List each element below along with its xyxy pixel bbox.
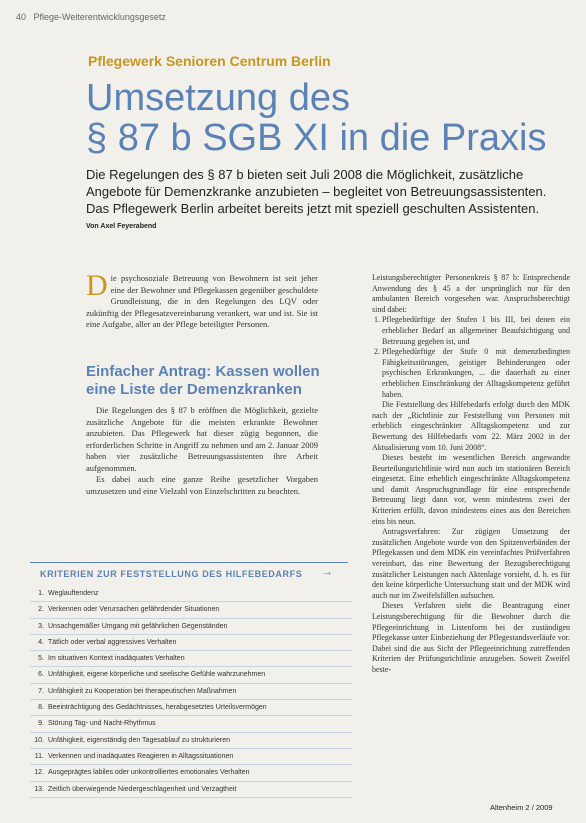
page-footer: Altenheim 2 / 2009 xyxy=(490,803,553,812)
section-name: Pflege-Weiterentwicklungsgesetz xyxy=(33,12,166,22)
criteria-item: 3. Unsachgemäßer Umgang mit gefährlichen Gegenständen xyxy=(30,619,352,635)
criteria-item: 2. Verkennen oder Verursachen gefährdender Situationen xyxy=(30,602,352,618)
right-column-body xyxy=(372,273,570,676)
criteria-item: 7. Unfähigkeit zu Kooperation bei therapeutischen Maßnahmen xyxy=(30,684,352,700)
criteria-item: 1. Weglauftendenz xyxy=(30,586,352,602)
left-paragraph: Es dabei auch eine ganze Reihe gesetzlicher Vorgaben umzusetzen und eine Vielzahl von Einzelschritten zu beachten. xyxy=(86,474,318,496)
title-line-2: § 87 b SGB XI in die Praxis xyxy=(86,117,547,159)
eligibility-item: 2. Pflegebedürftige der Stufe 0 mit demenzbedingten Fähigkeitsstörungen, geistiger Behinderungen oder psychischen Erkrankungen, ... die dauerhaft zu einer erheblichen Einschränkung der Alltagskompetenz geführt haben. xyxy=(382,347,570,400)
article-lead: Die Regelungen des § 87 b bieten seit Juli 2008 die Möglichkeit, zusätzliche Angebote für Demenzkranke anzubieten – begleitet von Betreuungsassistenten. Das Pflegewerk Berlin arbeitet bereits jetzt mit speziell geschulten Assistenten. xyxy=(86,167,547,216)
criteria-item: 12. Ausgeprägtes labiles oder unkontrolliertes emotionales Verhalten xyxy=(30,765,352,781)
criteria-item: 9. Störung Tag- und Nacht-Rhythmus xyxy=(30,716,352,732)
criteria-item: 13. Zeitlich überwiegende Niedergeschlagenheit und Verzagtheit xyxy=(30,782,352,798)
eligibility-list xyxy=(372,315,570,400)
eligibility-item: 1. Pflegebedürftige der Stufen I bis III, bei denen ein erheblicher Bedarf an allgemeiner Beaufsichtigung und Betreuung gegeben ist, und xyxy=(382,315,570,347)
criteria-item: 10. Unfähigkeit, eigenständig den Tagesablauf zu strukturieren xyxy=(30,733,352,749)
left-column-body xyxy=(86,405,318,497)
article-kicker: Pflegewerk Senioren Centrum Berlin xyxy=(88,53,331,69)
page-number: 40 xyxy=(16,12,27,22)
right-paragraph: Antragsverfahren: Zur zügigen Umsetzung der zusätzlichen Angebote wurde von den Spitzenverbänden der Pflegekassen und dem MDK ein vereinfachtes Prüfverfahren vereinbart, das eine Bewertung der Bezugsberechtigung zusätzlicher Leistungen nach Aktenlage vorsieht, d. h. es für den keine körperliche Untersuchung statt und der MDK wird auch nur im Zweifelsfällen aufsuchen. xyxy=(372,527,570,600)
title-line-1: Umsetzung des xyxy=(86,77,351,119)
criteria-item: 5. Im situativen Kontext inadäquates Verhalten xyxy=(30,651,352,667)
right-intro: Leistungsberechtigter Personenkreis § 87 b: Entsprechende Anwendung des § 45 a der ursprünglich nur für den ambulanten Bereich vorgesehen war. Anspruchsberechtigt sind dabei: xyxy=(372,273,570,314)
right-paragraph: Dieses Verfahren sieht die Beantragung einer Leistungsberechtigung für die Bewohner durch die Pflegeeinrichtung in Listenform bei der zuständigen Pflegekasse unter Einbeziehung der Pflegestandsverläufe vor. Dabei sind die aus Sicht der Pflegeeinrichtung zutreffenden Kriterien der Prüfungsrichtlinie anzugeben. Soweit Zweifel beste- xyxy=(372,601,570,674)
criteria-item: 8. Beeinträchtigung des Gedächtnisses, herabgesetztes Urteilsvermögen xyxy=(30,700,352,716)
criteria-item: 6. Unfähigkeit, eigene körperliche und seelische Gefühle wahrzunehmen xyxy=(30,667,352,683)
criteria-item: 4. Tätlich oder verbal aggressives Verhalten xyxy=(30,635,352,651)
running-header xyxy=(16,12,166,22)
criteria-list xyxy=(30,586,352,798)
intro-paragraph xyxy=(86,269,318,331)
criteria-box-rule xyxy=(30,562,348,563)
article-byline: Von Axel Feyerabend xyxy=(86,223,157,230)
drop-cap: D xyxy=(86,269,108,302)
intro-text: ie psychosoziale Betreuung von Bewohnern ist seit jeher eine der Bewohner und Pflegekassen gegenüber geschuldete Grundleistung, die in den Regelungen des LQV oder zukünftig der Pflegesatzvereinbarung verankert, war und ist. Sie ist eine Aufgabe, aller an der Pflege beteiligter Personen. xyxy=(86,273,318,329)
article-title xyxy=(86,78,556,158)
criteria-box-title: KRITERIEN ZUR FESTSTELLUNG DES HILFEBEDARFS xyxy=(40,569,303,579)
right-paragraph: Dieses besteht im wesentlichen Bereich angewandte Beurteilungsrichtlinie wird nun auch im stationären Bereich eingesetzt. Eine erheblich eingeschränkte Alltagskompetenz und damit Anspruchsgrundlage für eine entsprechende Betreuung liegt dann vor, wenn mindestens zwei der Kriterien erfüllt, davon mindestens eines aus den Bereichen eins bis neun. xyxy=(372,453,570,526)
left-paragraph: Die Regelungen des § 87 b eröffnen die Möglichkeit, gezielte zusätzliche Angebote für die meisten erkrankte Bewohner anzubieten. Das Pflegewerk hat dieser zügig begonnen, die erforderlichen Schritte in Angriff zu nehmen und am 2. Januar 2009 haben vier zusätzliche Betreuungsassistenten ihre Arbeit aufgenommen. xyxy=(86,405,318,473)
arrow-right-icon: → xyxy=(322,566,333,578)
criteria-item: 11. Verkennen und inadäquates Reagieren in Alltagssituationen xyxy=(30,749,352,765)
right-paragraph: Die Feststellung des Hilfebedarfs erfolgt durch den MDK nach der „Richtlinie zur Feststellung von Personen mit erheblich eingeschränkter Alltagskompetenz und zur Bewertung des Hilfebedarfs vom 22. März 2002 in der Aktualisierung vom 10. Juni 2008“. xyxy=(372,400,570,452)
section-subheading: Einfacher Antrag: Kassen wollen eine Liste der Demenzkranken xyxy=(86,363,320,398)
